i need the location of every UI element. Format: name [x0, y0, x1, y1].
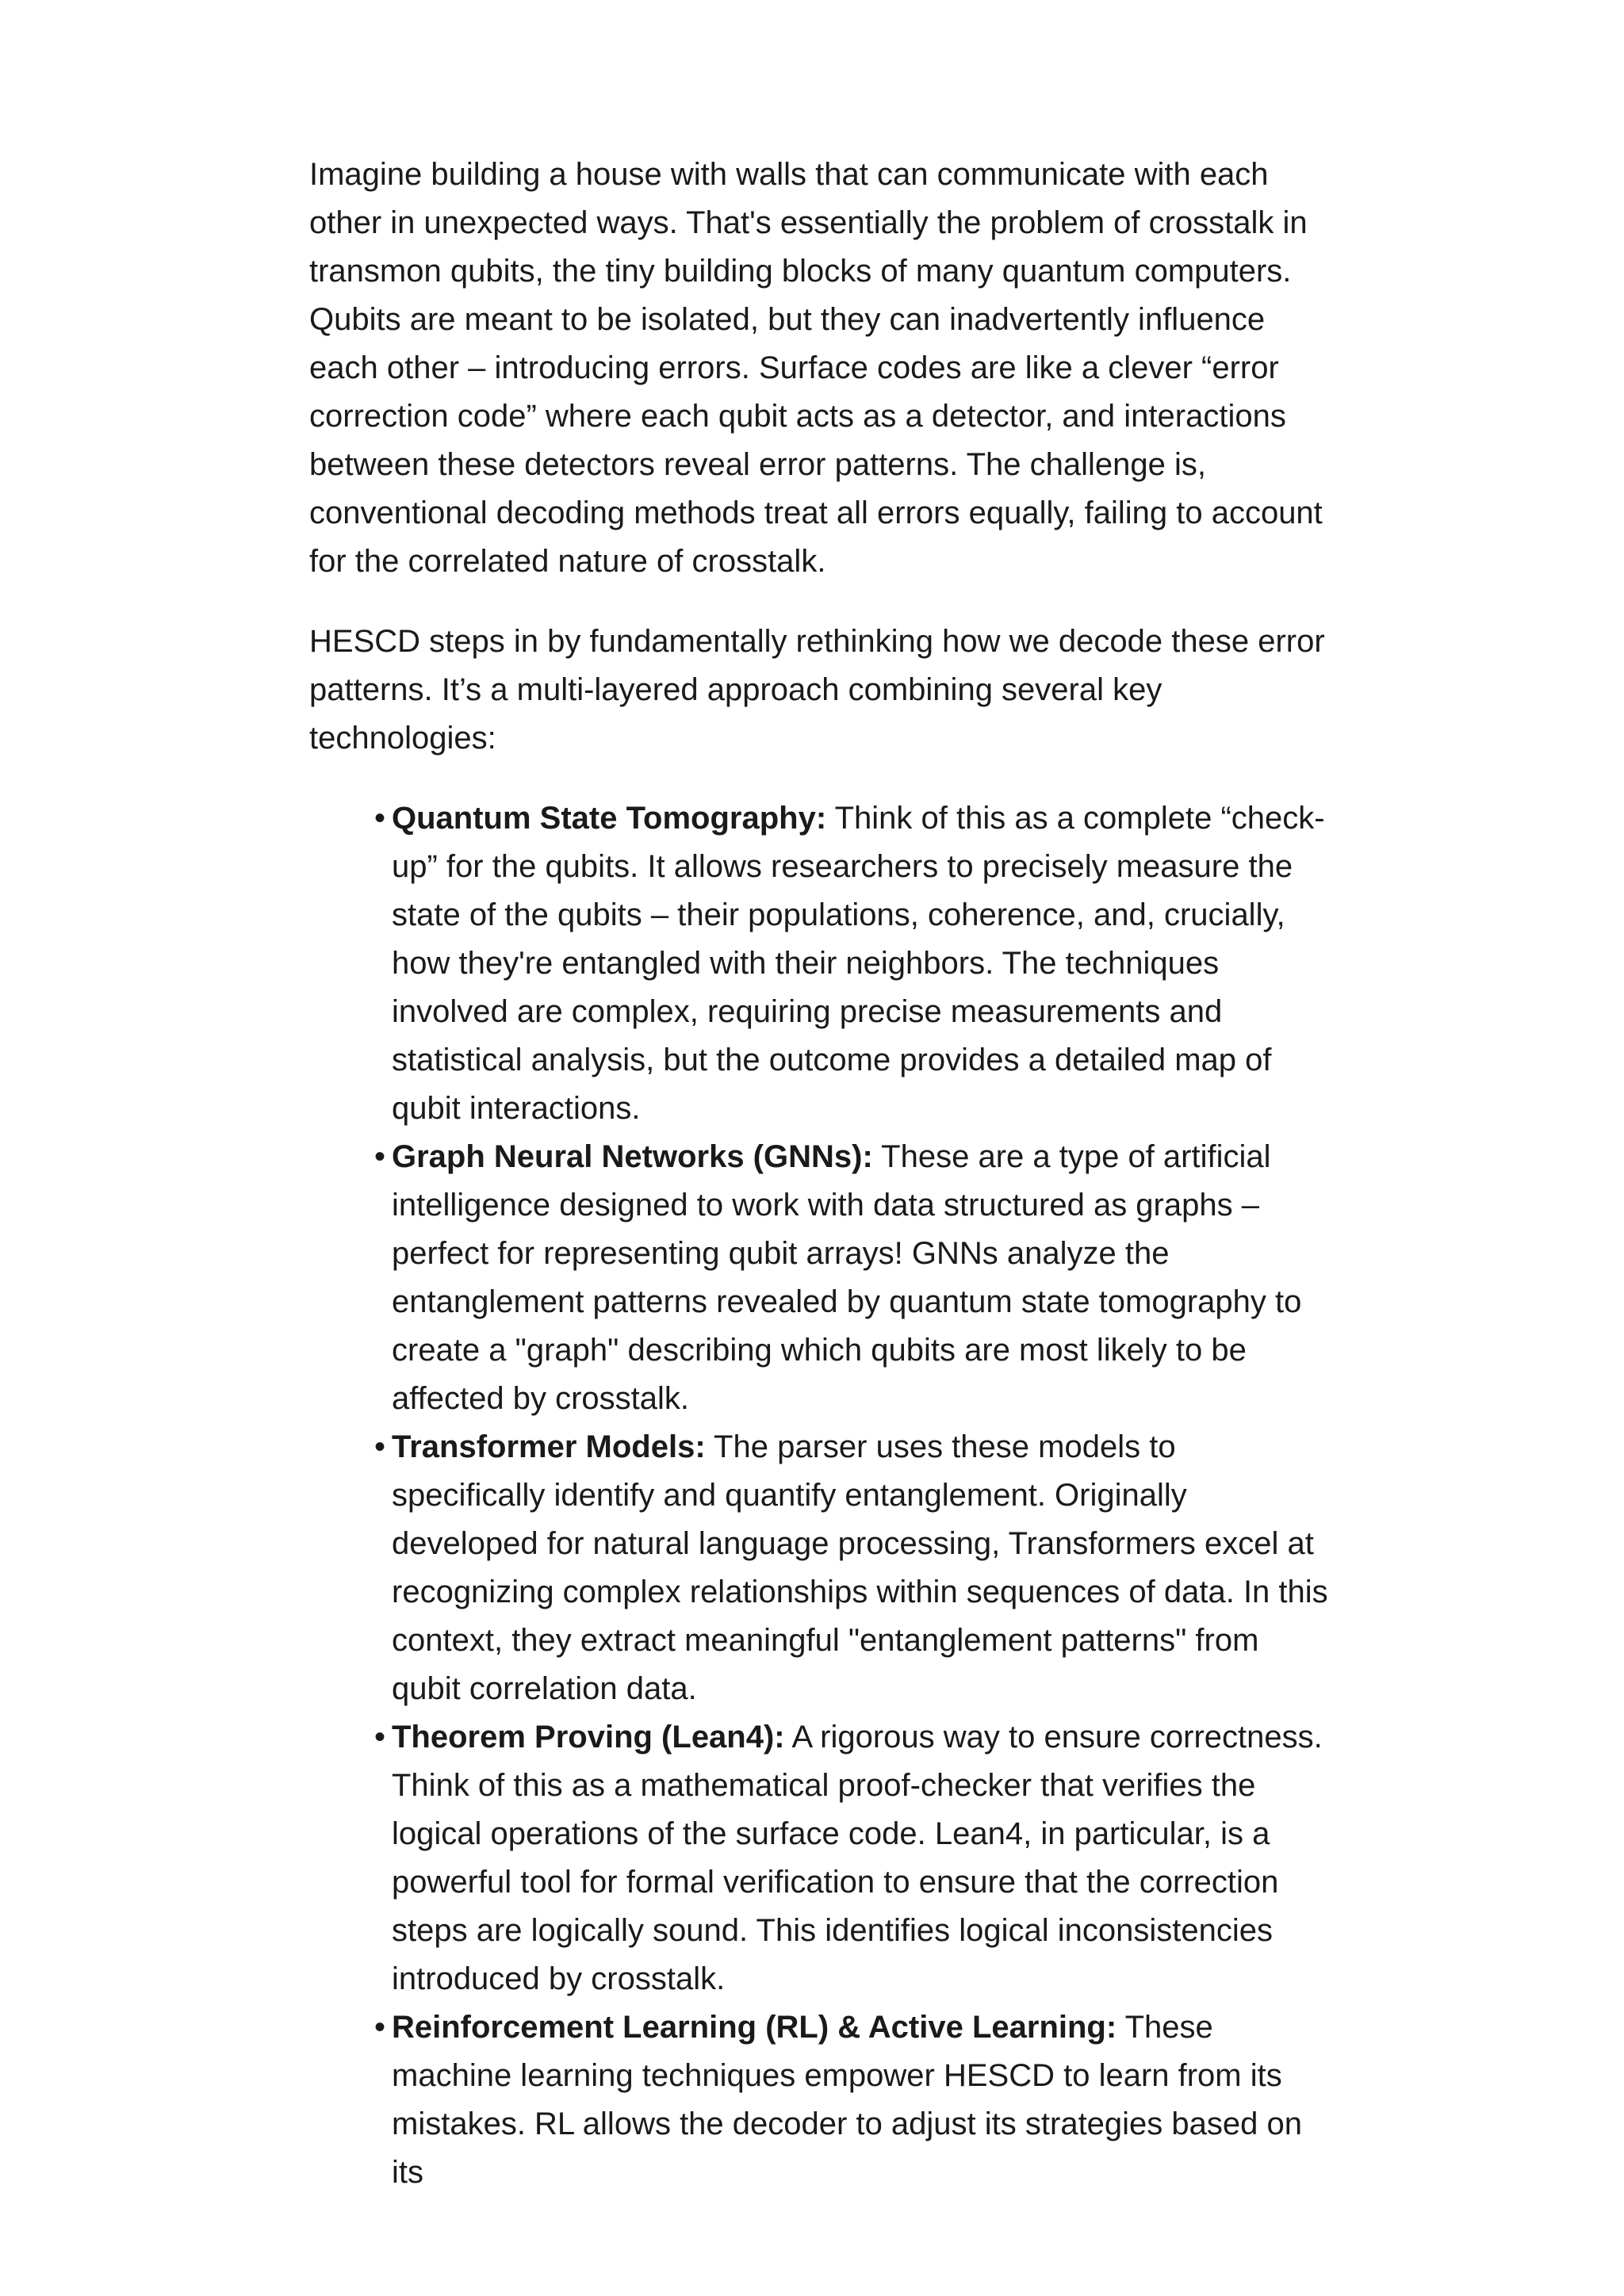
list-item-term: Theorem Proving (Lean4): — [392, 1720, 785, 1755]
document-body — [309, 151, 1332, 2197]
list-item-text: These machine learning techniques empower HESCD to learn from its mistakes. RL allows the decoder to adjust its strategies based on its — [392, 2010, 1303, 2190]
list-item — [374, 2003, 1332, 2197]
list-item-text: Think of this as a complete “check-up” for the qubits. It allows researchers to precisely measure the state of the qubits – their populations, coherence, and, crucially, how they're entangled with their neighbors. The techniques involved are complex, requiring precise measurements and statistical analysis, but the outcome provides a detailed map of qubit interactions. — [392, 801, 1325, 1126]
technology-list — [309, 794, 1332, 2197]
list-item-text: The parser uses these models to specifically identify and quantify entanglement. Originally developed for natural language processing, Transformers excel at recognizing complex relationships within sequences of data. In this context, they extract meaningful "entanglement patterns" from qubit correlation data. — [392, 1429, 1328, 1706]
list-item-term: Quantum State Tomography: — [392, 801, 827, 836]
list-item-term: Transformer Models: — [392, 1429, 706, 1464]
list-item-term: Graph Neural Networks (GNNs): — [392, 1139, 873, 1174]
list-item-text: A rigorous way to ensure correctness. Think of this as a mathematical proof-checker that verifies the logical operations of the surface code. Lean4, in particular, is a powerful tool for formal verification to ensure that the correction steps are logically sound. This identifies logical inconsistencies introduced by crosstalk. — [392, 1720, 1323, 1996]
list-item-text: These are a type of artificial intelligence designed to work with data structured as graphs – perfect for representing qubit arrays! GNNs analyze the entanglement patterns revealed by quantum state tomography to create a "graph" describing which qubits are most likely to be affected by crosstalk. — [392, 1139, 1302, 1416]
bullet-marker: • — [374, 2010, 386, 2045]
bullet-marker: • — [374, 1139, 386, 1174]
list-item — [374, 1133, 1332, 1423]
list-item — [374, 794, 1332, 1133]
list-item — [374, 1713, 1332, 2003]
bullet-marker: • — [374, 1429, 386, 1464]
paragraph-hescd-overview: HESCD steps in by fundamentally rethinking how we decode these error patterns. It’s a multi-layered approach combining several key technologies: — [309, 624, 1325, 756]
bullet-marker: • — [374, 1720, 386, 1755]
list-item — [374, 1423, 1332, 1713]
bullet-marker: • — [374, 801, 386, 836]
list-item-term: Reinforcement Learning (RL) & Active Learning: — [392, 2010, 1117, 2045]
paragraph-crosstalk-intro: Imagine building a house with walls that can communicate with each other in unexpected ways. That's essentially the problem of crosstalk in transmon qubits, the tiny building blocks of many quantum computers. Qubits are meant to be isolated, but they can inadvertently influence each other – introducing errors. Surface codes are like a clever “error correction code” where each qubit acts as a detector, and interactions between these detectors reveal error patterns. The challenge is, conventional decoding methods treat all errors equally, failing to account for the correlated nature of crosstalk. — [309, 157, 1323, 579]
